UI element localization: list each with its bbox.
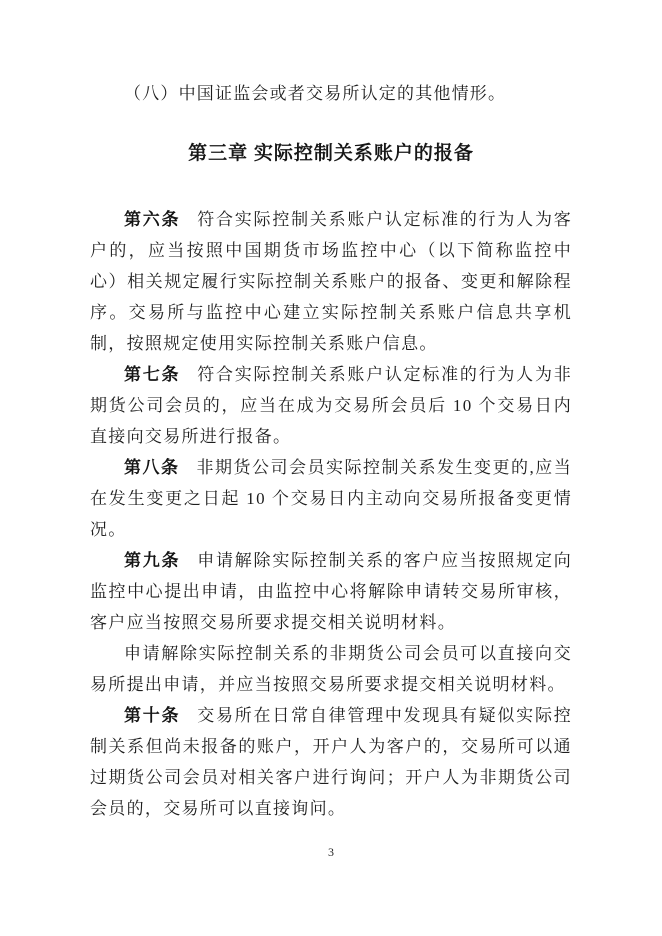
article-text: 符合实际控制关系账户认定标准的行为人为客户的，应当按照中国期货市场监控中心（以下简称监控中心）相关规定履行实际控制关系账户的报备、变更和解除程序。交易所与监控中心建立实际控制关系账户信息共享机制，按照规定使用实际控制关系账户信息。 [90, 210, 572, 353]
article-label: 第八条 [124, 458, 180, 477]
page-content [90, 0, 572, 860]
article-paragraph-10 [90, 700, 572, 824]
article-label: 第十条 [124, 706, 181, 725]
article-paragraph-7 [90, 359, 572, 452]
article-text: 申请解除实际控制关系的客户应当按照规定向监控中心提出申请，由监控中心将解除申请转交易所审核，客户应当按照交易所要求提交相关说明材料。 [90, 551, 572, 632]
article-label: 第六条 [124, 210, 181, 229]
intro-clause: （八）中国证监会或者交易所认定的其他情形。 [124, 84, 507, 103]
article-paragraph-8 [90, 452, 572, 545]
articles-block [90, 204, 572, 824]
article-label: 第九条 [124, 551, 181, 570]
article-text: 非期货公司会员实际控制关系发生变更的,应当在发生变更之日起 10 个交易日内主动向交易所报备变更情况。 [90, 458, 572, 539]
page-number: 3 [328, 845, 334, 859]
article-text: 申请解除实际控制关系的非期货公司会员可以直接向交易所提出申请，并应当按照交易所要求提交相关说明材料。 [90, 644, 572, 694]
article-text: 交易所在日常自律管理中发现具有疑似实际控制关系但尚未报备的账户，开户人为客户的，交易所可以通过期货公司会员对相关客户进行询问；开户人为非期货公司会员的，交易所可以直接询问。 [90, 706, 572, 818]
article-paragraph-6 [90, 204, 572, 359]
article-paragraph-9-continued [90, 638, 572, 700]
article-text: 符合实际控制关系账户认定标准的行为人为非期货公司会员的，应当在成为交易所会员后 10 个交易日内直接向交易所进行报备。 [90, 365, 572, 446]
chapter-heading: 第三章 实际控制关系账户的报备 [188, 143, 474, 164]
article-paragraph-9 [90, 545, 572, 638]
article-label: 第七条 [124, 365, 181, 384]
